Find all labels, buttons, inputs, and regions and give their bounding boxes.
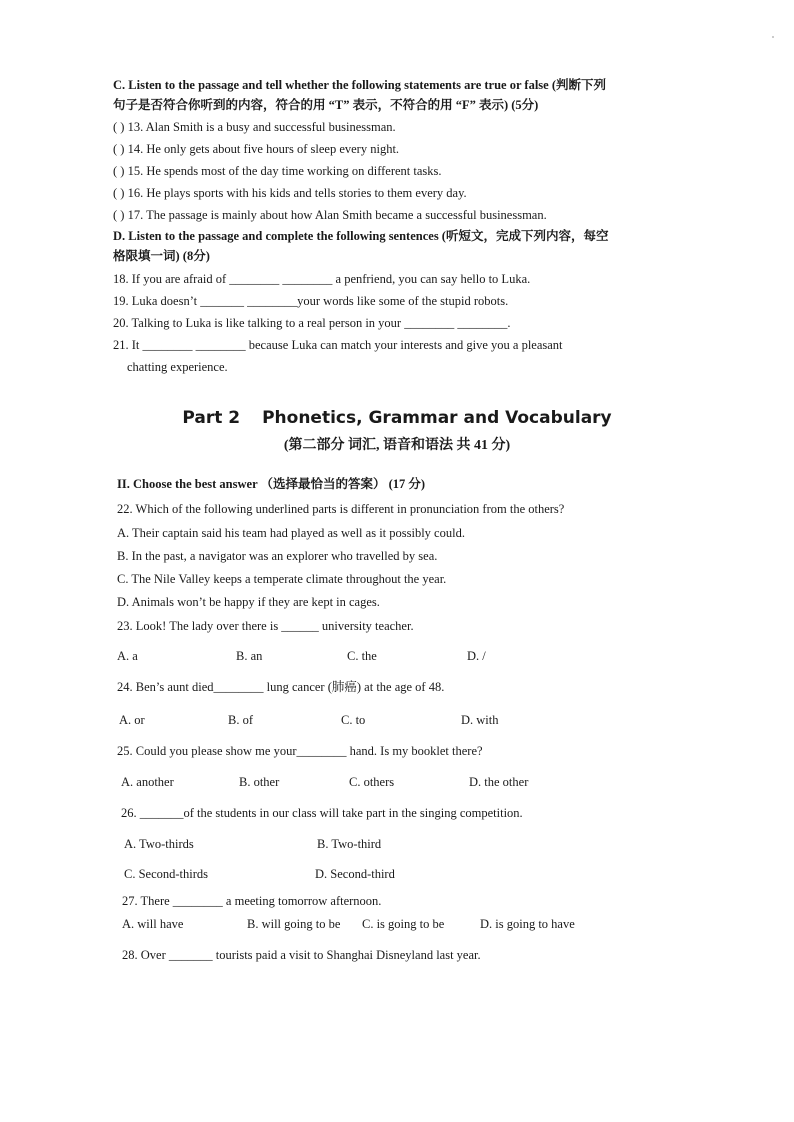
section-c-heading-cont: 句子是否符合你听到的内容，符合的用 “T” 表示，不符合的用 “F” 表示) (5分) xyxy=(113,98,539,112)
question-27-option-c: C. is going to be xyxy=(362,917,445,931)
section-ii-heading: II. Choose the best answer （选择最恰当的答案） (17 分) xyxy=(117,477,426,491)
question-17: ( ) 17. The passage is mainly about how Alan Smith became a successful businessman. xyxy=(113,208,547,222)
part-label: Part 2 xyxy=(182,408,241,428)
question-24-option-d: D. with xyxy=(461,713,499,727)
question-26-option-b: B. Two-third xyxy=(317,837,382,851)
question-18: 18. If you are afraid of ________ ________ a penfriend, you can say hello to Luka. xyxy=(113,272,531,286)
question-23-option-d: D. / xyxy=(467,649,486,663)
question-25-option-d: D. the other xyxy=(469,775,529,789)
question-27-option-a: A. will have xyxy=(122,917,184,931)
question-25: 25. Could you please show me your________ hand. Is my booklet there? xyxy=(117,744,483,758)
question-22: 22. Which of the following underlined parts is different in pronunciation from the others? xyxy=(117,502,565,516)
question-19: 19. Luka doesn’t _______ ________your words like some of the stupid robots. xyxy=(113,294,509,308)
question-14: ( ) 14. He only gets about five hours of sleep every night. xyxy=(113,142,400,156)
question-21: 21. It ________ ________ because Luka can match your interests and give you a pleasant xyxy=(113,338,563,352)
question-24-option-c: C. to xyxy=(341,713,366,727)
part-2-subtitle: (第二部分 词汇, 语音和语法 共 41 分) xyxy=(283,438,511,453)
question-22-option-c: C. The Nile Valley keeps a temperate climate throughout the year. xyxy=(117,572,447,586)
question-25-option-b: B. other xyxy=(239,775,280,789)
question-16: ( ) 16. He plays sports with his kids and tells stories to them every day. xyxy=(113,186,467,200)
part-name: Phonetics, Grammar and Vocabulary xyxy=(262,408,612,428)
question-22-option-b: B. In the past, a navigator was an explorer who travelled by sea. xyxy=(117,549,438,563)
question-22-option-d: D. Animals won’t be happy if they are kept in cages. xyxy=(117,595,380,609)
question-26-option-a: A. Two-thirds xyxy=(124,837,194,851)
question-15: ( ) 15. He spends most of the day time working on different tasks. xyxy=(113,164,442,178)
question-23-option-c: C. the xyxy=(347,649,377,663)
question-26-option-d: D. Second-third xyxy=(315,867,395,881)
question-23-option-a: A. a xyxy=(117,649,138,663)
scan-speck xyxy=(772,36,774,38)
section-d-heading-cont: 格限填一词) (8分) xyxy=(113,249,210,263)
question-24-option-b: B. of xyxy=(228,713,253,727)
question-26: 26. _______of the students in our class will take part in the singing competition. xyxy=(121,806,523,820)
question-21-cont: chatting experience. xyxy=(127,360,228,374)
question-23: 23. Look! The lady over there is ______ university teacher. xyxy=(117,619,414,633)
section-d-heading: D. Listen to the passage and complete the following sentences (听短文，完成下列内容，每空 xyxy=(113,229,609,243)
question-24: 24. Ben’s aunt died________ lung cancer (肺癌) at the age of 48. xyxy=(117,680,445,694)
question-20: 20. Talking to Luka is like talking to a real person in your ________ ________. xyxy=(113,316,511,330)
question-25-option-a: A. another xyxy=(121,775,174,789)
section-c-heading: C. Listen to the passage and tell whether the following statements are true or false (判断下列 xyxy=(113,78,607,92)
question-28: 28. Over _______ tourists paid a visit to Shanghai Disneyland last year. xyxy=(122,948,481,962)
question-25-option-c: C. others xyxy=(349,775,395,789)
question-13: ( ) 13. Alan Smith is a busy and successful businessman. xyxy=(113,120,396,134)
question-24-option-a: A. or xyxy=(119,713,145,727)
question-26-option-c: C. Second-thirds xyxy=(124,867,209,881)
question-22-option-a: A. Their captain said his team had played as well as it possibly could. xyxy=(117,526,465,540)
question-27-option-b: B. will going to be xyxy=(247,917,341,931)
part-2-title xyxy=(0,408,794,428)
question-23-option-b: B. an xyxy=(236,649,263,663)
question-27: 27. There ________ a meeting tomorrow afternoon. xyxy=(122,894,382,908)
question-27-option-d: D. is going to have xyxy=(480,917,575,931)
